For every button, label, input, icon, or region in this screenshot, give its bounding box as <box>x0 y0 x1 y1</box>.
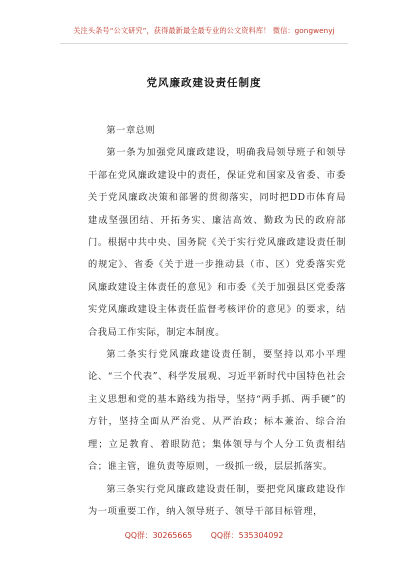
footer-qq-group-2: QQ群：535304092 <box>210 531 284 540</box>
article-paragraph-2: 第二条实行党风廉政建设责任制，要坚持以邓小平理论、“三个代表”、科学发展观、习近平新时代中国特色社会主义思想和党的基本路线为指导，坚持“两手抓、两手硬”的方针，坚持全面从严治党、从严治政；标本兼治、综合治理；立足教育、着眼防范；集体领导与个人分工负责相结合；谁主管，谁负责等原则，一级抓一级，层层抓落实。 <box>88 349 346 473</box>
document-title: 党风廉政建设责任制度 <box>146 77 262 89</box>
article-paragraph-3: 第三条实行党风廉政建设责任制，要把党风廉政建设作为一项重要工作，纳入领导班子、领导干部目标管理， <box>88 483 346 517</box>
header-promo-note: 关注头条号“公文研究”，获得最新最全最专业的公文资料库！ 微信：gongwenyj <box>73 26 335 35</box>
document-body <box>88 120 346 523</box>
header-divider <box>60 43 348 44</box>
chapter-heading: 第一章总则 <box>106 125 156 136</box>
footer-qq-groups <box>0 530 408 541</box>
footer-qq-group-1: QQ群：30265665 <box>124 531 193 540</box>
article-paragraph-1: 第一条为加强党风廉政建设，明确我局领导班子和领导干部在党风廉政建设中的责任，保证党和国家及省委、市委关于党风廉政决策和部署的贯彻落实，同时把DD市体育局建成坚强团结、开拓务实、廉洁高效、勤政为民的政府部门。根据中共中央、国务院《关于实行党风廉政建设责任制的规定》、省委《关于进一步推动县（市、区）党委落实党风廉政建设主体责任的意见》和市委《关于加强县区党委落实党风廉政建设主体责任监督考核评价的意见》的要求，结合我局工作实际，制定本制度。 <box>88 147 346 338</box>
